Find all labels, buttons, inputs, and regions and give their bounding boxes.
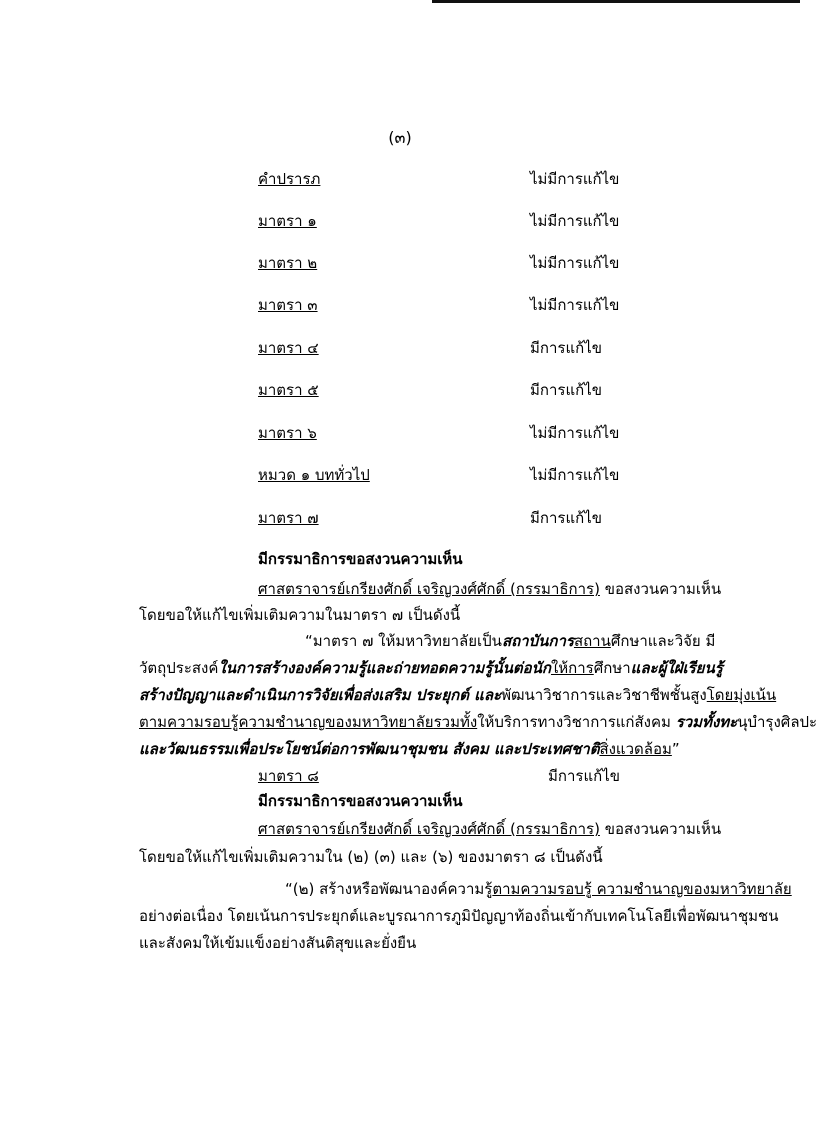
section-row <box>0 212 800 234</box>
section-row <box>0 509 800 531</box>
inserted-text: โดยมุ่งเน้น <box>706 686 777 704</box>
committee-member: ศาสตราจารย์เกรียงศักดิ์ เจริญวงศ์ศักดิ์ (กรรมาธิการ) <box>258 580 600 598</box>
deleted-text: สร้างปัญญาและดำเนินการวิจัยเพื่อส่งเสริม ประยุกต์ และ <box>139 686 502 704</box>
amendment-request: โดยขอให้แก้ไขเพิ่มเติมความในมาตรา ๗ เป็นดังนี้ <box>139 606 461 624</box>
reservation-heading: มีกรรมาธิการขอสงวนความเห็น <box>258 550 463 568</box>
quote-line: อย่างต่อเนื่อง โดยเน้นการประยุกต์และบูรณาการภูมิปัญญาท้องถิ่นเข้ากับเทคโนโลยีเพื่อพัฒนาชุมชน <box>139 907 779 925</box>
section-name: มาตรา ๕ <box>258 381 319 399</box>
quote-line: วัตถุประสงค์ในการสร้างองค์ความรู้และถ่ายทอดความรู้นั้นต่อนักให้การศึกษาและผู้ใฝ่เรียนรู้ <box>139 659 723 677</box>
quote-line: ตามความรอบรู้ความชำนาญของมหาวิทยาลัยรวมทั้งให้บริการทางวิชาการแก่สังคม รวมทั้งทะนุบำรุงศิลปะ <box>139 713 817 731</box>
reservation-heading: มีกรรมาธิการขอสงวนความเห็น <box>258 792 463 810</box>
inserted-text: ให้การ <box>550 659 594 677</box>
inserted-text: ตามความรอบรู้ความชำนาญของมหาวิทยาลัย <box>139 713 434 731</box>
section-name: มาตรา ๒ <box>258 254 318 272</box>
section-status: ไม่มีการแก้ไข <box>530 424 620 442</box>
section-row <box>0 767 800 789</box>
inserted-text: รวมทั้ง <box>433 713 478 731</box>
deleted-text: สถาบันการ <box>501 632 574 650</box>
section-status: ไม่มีการแก้ไข <box>530 296 620 314</box>
deleted-text: รวมทั้งทะ <box>675 713 738 731</box>
section-name: มาตรา ๑ <box>258 212 317 230</box>
section-status: มีการแก้ไข <box>530 509 602 527</box>
amendment-request: โดยขอให้แก้ไขเพิ่มเติมความใน (๒) (๓) และ (๖) ของมาตรา ๘ เป็นดังนี้ <box>139 848 603 866</box>
section-row <box>0 424 800 446</box>
quote-line: “มาตรา ๗ ให้มหาวิทยาลัยเป็นสถาบันการสถานศึกษาและวิจัย มี <box>305 632 716 650</box>
quote-line: สร้างปัญญาและดำเนินการวิจัยเพื่อส่งเสริม ประยุกต์ และพัฒนาวิชาการและวิชาชีพชั้นสูงโดยมุ่งเน้น <box>139 686 777 704</box>
section-name: มาตรา ๖ <box>258 424 317 442</box>
inserted-text: สถาน <box>573 632 611 650</box>
section-name: หมวด ๑ บททั่วไป <box>258 466 370 484</box>
reservation-member-line: ศาสตราจารย์เกรียงศักดิ์ เจริญวงศ์ศักดิ์ (กรรมาธิการ) ขอสงวนความเห็น <box>258 580 722 598</box>
section-status: ไม่มีการแก้ไข <box>530 466 620 484</box>
section-name: มาตรา ๓ <box>258 296 318 314</box>
section-name: มาตรา ๗ <box>258 509 319 527</box>
section-status: มีการแก้ไข <box>530 381 602 399</box>
quote-line: และสังคมให้เข้มแข็งอย่างสันติสุขและยั่งยืน <box>139 934 417 952</box>
deleted-text: และวัฒนธรรมเพื่อประโยชน์ต่อการพัฒนาชุมชน สังคม และประเทศชาติ <box>139 740 600 758</box>
section-row <box>0 339 800 361</box>
section-status: ไม่มีการแก้ไข <box>530 254 620 272</box>
deleted-text: ในการสร้างองค์ความรู้และถ่ายทอดความรู้นั้นต่อนัก <box>218 659 551 677</box>
top-border-line <box>432 0 800 3</box>
section-name: คำปรารภ <box>258 170 321 188</box>
section-status: มีการแก้ไข <box>548 767 620 785</box>
section-row <box>0 466 800 488</box>
section-name: มาตรา ๘ <box>258 767 319 785</box>
section-row <box>0 170 800 192</box>
inserted-text: สิ่งแวดล้อม <box>599 740 672 758</box>
reservation-member-line: ศาสตราจารย์เกรียงศักดิ์ เจริญวงศ์ศักดิ์ (กรรมาธิการ) ขอสงวนความเห็น <box>258 820 722 838</box>
section-status: มีการแก้ไข <box>530 339 602 357</box>
section-row <box>0 381 800 403</box>
page-number: (๓) <box>388 128 412 147</box>
quote-line: และวัฒนธรรมเพื่อประโยชน์ต่อการพัฒนาชุมชน สังคม และประเทศชาติสิ่งแวดล้อม” <box>139 740 680 758</box>
committee-member: ศาสตราจารย์เกรียงศักดิ์ เจริญวงศ์ศักดิ์ (กรรมาธิการ) <box>258 820 600 838</box>
section-status: ไม่มีการแก้ไข <box>530 212 620 230</box>
deleted-text: และผู้ใฝ่เรียนรู้ <box>630 659 723 677</box>
quote-line: “(๒) สร้างหรือพัฒนาองค์ความรู้ตามความรอบรู้ ความชำนาญของมหาวิทยาลัย <box>285 880 792 898</box>
section-row <box>0 254 800 276</box>
section-name: มาตรา ๔ <box>258 339 319 357</box>
section-status: ไม่มีการแก้ไข <box>530 170 620 188</box>
inserted-text: ตามความรอบรู้ ความชำนาญของมหาวิทยาลัย <box>492 880 792 898</box>
section-row <box>0 296 800 318</box>
